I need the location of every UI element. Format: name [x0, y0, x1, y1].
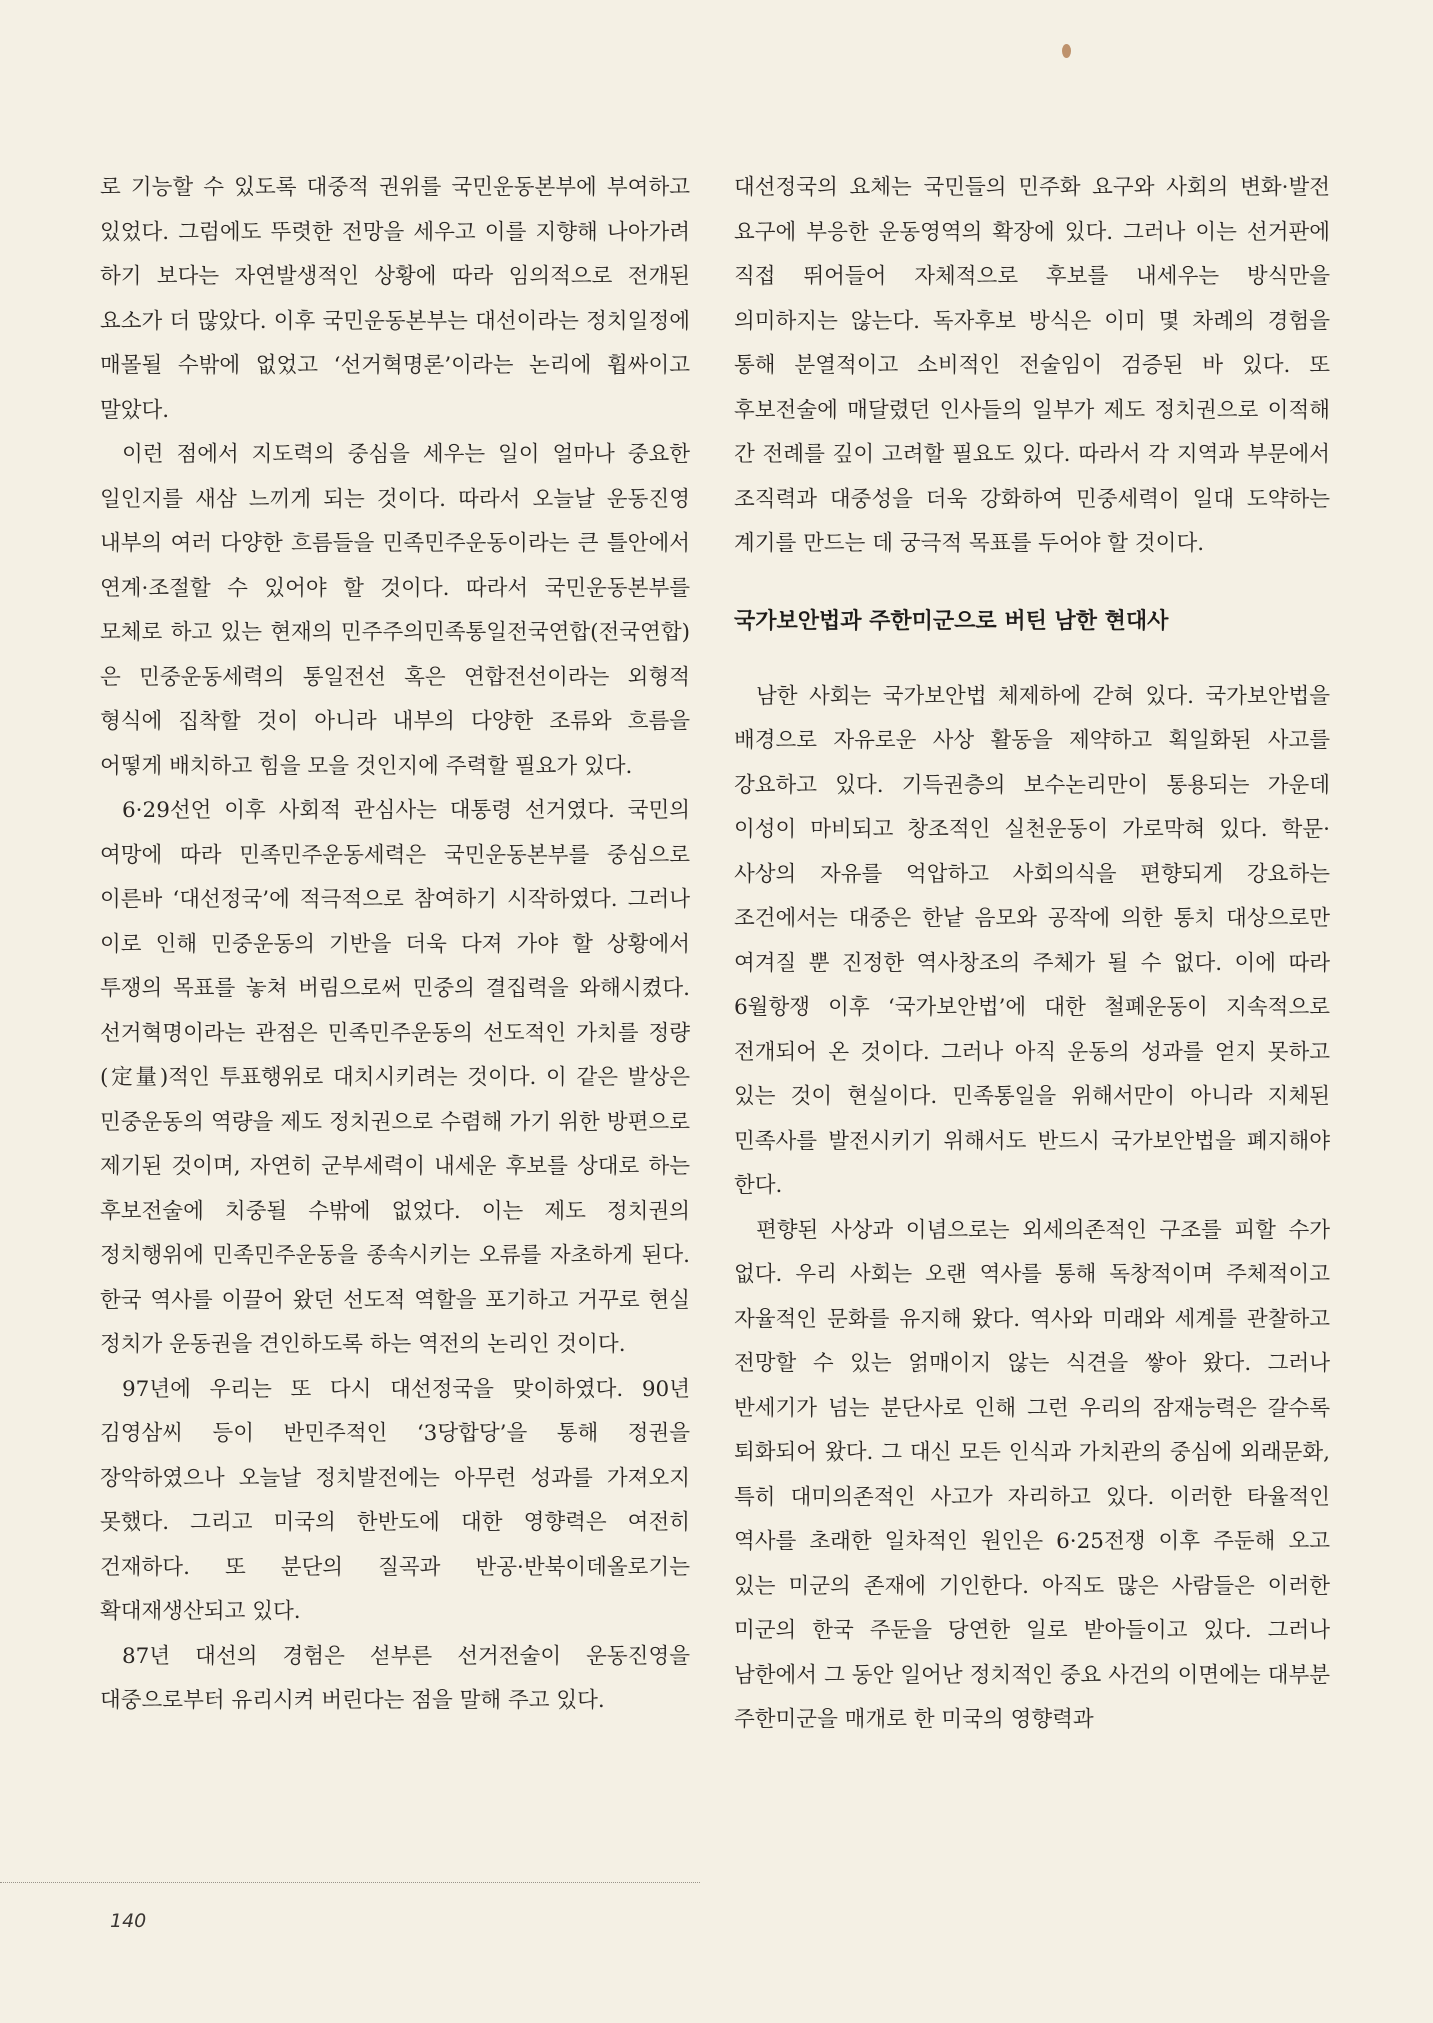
paragraph: 6·29선언 이후 사회적 관심사는 대통령 선거였다. 국민의 여망에 따라 민족민주운동세력은 국민운동본부를 중심으로 이른바 ‘대선정국’에 적극적으로 참여하기 시작하였다. 그러나 이로 인해 민중운동의 기반을 더욱 다져 가야 할 상황에서 투쟁의 목표를 놓쳐 버림으로써 민중의 결집력을 와해시켰다. 선거혁명이라는 관점은 민족민주운동의 선도적인 가치를 정량(定量)적인 투표행위로 대치시키려는 것이다. 이 같은 발상은 민중운동의 역량을 제도 정치권으로 수렴해 가기 위한 방편으로 제기된 것이며, 자연히 군부세력이 내세운 후보를 상대로 하는 후보전술에 치중될 수밖에 없었다. 이는 제도 정치권의 정치행위에 민족민주운동을 종속시키는 오류를 자초하게 된다. 한국 역사를 이끌어 왔던 선도적 역할을 포기하고 거꾸로 현실 정치가 운동권을 견인하도록 하는 역전의 논리인 것이다. [100, 798, 690, 1357]
left-column [100, 166, 690, 1724]
paper-stain [1062, 44, 1071, 58]
paragraph: 대선정국의 요체는 국민들의 민주화 요구와 사회의 변화·발전 요구에 부응한 운동영역의 확장에 있다. 그러나 이는 선거판에 직접 뛰어들어 자체적으로 후보를 내세우는 방식만을 의미하지는 않는다. 독자후보 방식은 이미 몇 차례의 경험을 통해 분열적이고 소비적인 전술임이 검증된 바 있다. 또 후보전술에 매달렸던 인사들의 일부가 제도 정치권으로 이적해 간 전례를 깊이 고려할 필요도 있다. 따라서 각 지역과 부문에서 조직력과 대중성을 더욱 강화하여 민중세력이 일대 도약하는 계기를 만드는 데 궁극적 목표를 두어야 할 것이다. [734, 175, 1330, 556]
section-heading: 국가보안법과 주한미군으로 버틴 남한 현대사 [734, 608, 1169, 634]
paragraph: 편향된 사상과 이념으로는 외세의존적인 구조를 피할 수가 없다. 우리 사회는 오랜 역사를 통해 독창적이며 주체적이고 자율적인 문화를 유지해 왔다. 역사와 미래와 세계를 관찰하고 전망할 수 있는 얽매이지 않는 식견을 쌓아 왔다. 그러나 반세기가 넘는 분단사로 인해 그런 우리의 잠재능력은 갈수록 퇴화되어 왔다. 그 대신 모든 인식과 가치관의 중심에 외래문화, 특히 대미의존적인 사고가 자리하고 있다. 이러한 타율적인 역사를 초래한 일차적인 원인은 6·25전쟁 이후 주둔해 오고 있는 미군의 존재에 기인한다. 아직도 많은 사람들은 이러한 미군의 한국 주둔을 당연한 일로 받아들이고 있다. 그러나 남한에서 그 동안 일어난 정치적인 중요 사건의 이면에는 대부분 주한미군을 매개로 한 미국의 영향력과 [734, 1217, 1330, 1732]
footer-divider [0, 1882, 700, 1883]
paragraph: 남한 사회는 국가보안법 체제하에 갇혀 있다. 국가보안법을 배경으로 자유로운 사상 활동을 제약하고 획일화된 사고를 강요하고 있다. 기득권층의 보수논리만이 통용되는 가운데 이성이 마비되고 창조적인 실천운동이 가로막혀 있다. 학문·사상의 자유를 억압하고 사회의식을 편향되게 강요하는 조건에서는 대중은 한낱 음모와 공작에 의한 통치 대상으로만 여겨질 뿐 진정한 역사창조의 주체가 될 수 없다. 이에 따라 6월항쟁 이후 ‘국가보안법’에 대한 철폐운동이 지속적으로 전개되어 온 것이다. 그러나 아직 운동의 성과를 얻지 못하고 있는 것이 현실이다. 민족통일을 위해서만이 아니라 지체된 민족사를 발전시키기 위해서도 반드시 국가보안법을 폐지해야 한다. [734, 683, 1330, 1198]
paragraph: 87년 대선의 경험은 섣부른 선거전술이 운동진영을 대중으로부터 유리시켜 버린다는 점을 말해 주고 있다. [100, 1643, 690, 1713]
paragraph: 이런 점에서 지도력의 중심을 세우는 일이 얼마나 중요한 일인지를 새삼 느끼게 되는 것이다. 따라서 오늘날 운동진영 내부의 여러 다양한 흐름들을 민족민주운동이라는 큰 틀안에서 연계·조절할 수 있어야 할 것이다. 따라서 국민운동본부를 모체로 하고 있는 현재의 민주주의민족통일전국연합(전국연합)은 민중운동세력의 통일전선 혹은 연합전선이라는 외형적 형식에 집착할 것이 아니라 내부의 다양한 조류와 흐름을 어떻게 배치하고 힘을 모을 것인지에 주력할 필요가 있다. [100, 442, 690, 779]
paragraph: 97년에 우리는 또 다시 대선정국을 맞이하였다. 90년 김영삼씨 등이 반민주적인 ‘3당합당’을 통해 정권을 장악하였으나 오늘날 정치발전에는 아무런 성과를 가져오지 못했다. 그리고 미국의 한반도에 대한 영향력은 여전히 건재하다. 또 분단의 질곡과 반공·반북이데올로기는 확대재생산되고 있다. [100, 1376, 690, 1624]
paragraph: 로 기능할 수 있도록 대중적 권위를 국민운동본부에 부여하고 있었다. 그럼에도 뚜렷한 전망을 세우고 이를 지향해 나아가려 하기 보다는 자연발생적인 상황에 따라 임의적으로 전개된 요소가 더 많았다. 이후 국민운동본부는 대선이라는 정치일정에 매몰될 수밖에 없었고 ‘선거혁명론’이라는 논리에 휩싸이고 말았다. [100, 175, 690, 423]
right-column [734, 166, 1330, 1743]
page-number: 140 [110, 1910, 147, 1932]
